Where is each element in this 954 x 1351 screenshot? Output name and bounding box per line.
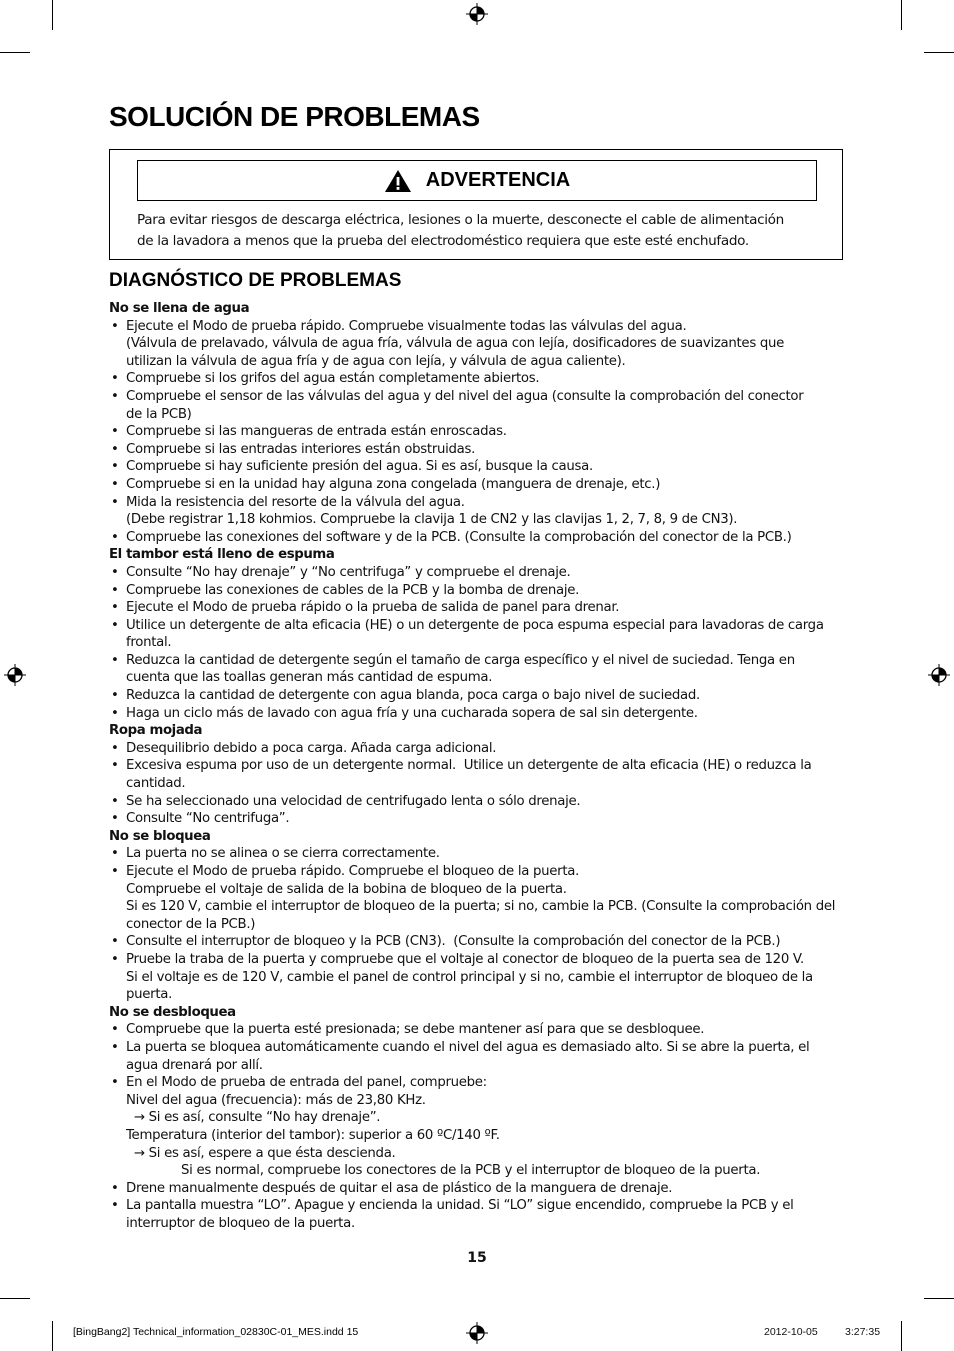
checklist-item-line: • Compruebe las conexiones de cables de la PCB y la bomba de drenaje.: [126, 582, 580, 598]
checklist-item-line: • Consulte “No hay drenaje” y “No centrifuga” y compruebe el drenaje.: [126, 564, 571, 580]
checklist-item-line: agua drenará por allí.: [126, 1057, 263, 1073]
checklist-item-line: • Ejecute el Modo de prueba rápido. Compruebe visualmente todas las válvulas del agua.: [126, 318, 687, 334]
page-number: 15: [467, 1250, 487, 1266]
checklist-item-line: • La puerta no se alinea o se cierra correctamente.: [126, 846, 440, 862]
checklist-item-line: • Consulte “No centrifuga”.: [126, 811, 290, 827]
crop-mark: [924, 52, 954, 53]
checklist-item-line: Compruebe el voltaje de salida de la bobina de bloqueo de la puerta.: [126, 881, 567, 897]
checklist-item: [109, 458, 845, 476]
checklist-item: [109, 757, 845, 792]
checklist-item: [109, 863, 845, 933]
crop-mark: [52, 0, 53, 30]
checklist-item-line: • Compruebe si las mangueras de entrada están enroscadas.: [126, 424, 507, 440]
problem-group-title: No se desbloquea: [109, 1004, 236, 1020]
checklist-item: [109, 1197, 845, 1232]
checklist-item-line: • Compruebe las conexiones del software y de la PCB. (Consulte la comprobación del conector de la PCB.): [126, 529, 792, 545]
checklist-item: [109, 476, 845, 494]
checklist-item: [109, 318, 845, 371]
checklist-item-line: (Debe registrar 1,18 kohmios. Compruebe la clavija 1 de CN2 y las clavijas 1, 2, 7, 8, 9 de CN3).: [126, 512, 738, 528]
crop-mark: [0, 52, 30, 53]
checklist-item-line: • Pruebe la traba de la puerta y compruebe que el voltaje al conector de bloqueo de la puerta sea de 120 V.: [126, 951, 804, 967]
warning-title: ADVERTENCIA: [425, 169, 571, 191]
checklist-item-line: (Válvula de prelavado, válvula de agua fría, válvula de agua con lejía, dosificadores de suavizantes que: [126, 336, 785, 352]
warning-box: [109, 149, 843, 260]
crop-mark: [924, 1298, 954, 1299]
problem-checklist: [109, 564, 845, 722]
problem-checklist: [109, 1021, 845, 1232]
checklist-item: [109, 740, 845, 758]
checklist-item-line: • Compruebe el sensor de las válvulas del agua y del nivel del agua (consulte la comprobación del conector: [126, 388, 804, 404]
checklist-item: [109, 388, 845, 423]
checklist-item: [109, 617, 845, 652]
crop-mark: [52, 1321, 53, 1351]
checklist-item: [109, 1021, 845, 1039]
checklist-item: [109, 370, 845, 388]
checklist-item-line: • Haga un ciclo más de lavado con agua fría y una cucharada sopera de sal sin detergente.: [126, 705, 698, 721]
checklist-item-line: utilizan la válvula de agua fría y de agua con lejía, y válvula de agua caliente).: [126, 353, 626, 369]
crop-mark: [901, 1321, 902, 1351]
checklist-item-line: • Drene manualmente después de quitar el asa de plástico de la manguera de drenaje.: [126, 1180, 673, 1196]
warning-header: [137, 160, 817, 201]
registration-mark-icon: [466, 1322, 488, 1344]
problem-checklist: [109, 845, 845, 1003]
checklist-item-line: → Si es así, consulte “No hay drenaje”.: [126, 1110, 381, 1126]
warning-text-line: Para evitar riesgos de descarga eléctrica, lesiones o la muerte, desconecte el cable de alimentación: [137, 212, 784, 228]
checklist-item: [109, 494, 845, 529]
checklist-item: [109, 687, 845, 705]
checklist-item: [109, 1074, 845, 1180]
checklist-item-line: Temperatura (interior del tambor): superior a 60 ºC/140 ºF.: [126, 1127, 500, 1143]
checklist-item-line: • Ejecute el Modo de prueba rápido o la prueba de salida de panel para drenar.: [126, 600, 620, 616]
crop-mark: [901, 0, 902, 30]
checklist-item-line: cuenta que las toallas generan más cantidad de espuma.: [126, 670, 493, 686]
registration-mark-icon: [928, 664, 950, 686]
checklist-item-line: • Se ha seleccionado una velocidad de centrifugado lenta o sólo drenaje.: [126, 793, 581, 809]
page-title: SOLUCIÓN DE PROBLEMAS: [109, 101, 480, 132]
problem-checklist: [109, 740, 845, 828]
checklist-item-line: • En el Modo de prueba de entrada del panel, compruebe:: [126, 1075, 487, 1091]
checklist-item: [109, 933, 845, 951]
checklist-item-line: • Compruebe si las entradas interiores están obstruidas.: [126, 441, 476, 457]
checklist-item-line: • Utilice un detergente de alta eficacia (HE) o un detergente de poca espuma especial para lavadoras de carga: [126, 617, 824, 633]
checklist-item-line: • Reduzca la cantidad de detergente según el tamaño de carga específico y el nivel de suciedad. Tenga en: [126, 652, 795, 668]
checklist-item-line: puerta.: [126, 987, 173, 1003]
checklist-item: [109, 529, 845, 547]
footer-time: 3:27:35: [845, 1326, 881, 1338]
checklist-item: [109, 951, 845, 1004]
checklist-item: [109, 582, 845, 600]
checklist-item: [109, 1180, 845, 1198]
checklist-item-line: • Mida la resistencia del resorte de la válvula del agua.: [126, 494, 465, 510]
problem-group-title: El tambor está lleno de espuma: [109, 547, 335, 563]
checklist-item-line: Nivel del agua (frecuencia): más de 23,80 KHz.: [126, 1092, 426, 1108]
checklist-item-line: • Compruebe si los grifos del agua están completamente abiertos.: [126, 371, 540, 387]
checklist-item-line: • La puerta se bloquea automáticamente cuando el nivel del agua es demasiado alto. Si se abre la puerta, el: [126, 1039, 810, 1055]
checklist-item-line: Si es 120 V, cambie el interruptor de bloqueo de la puerta; si no, cambie la PCB. (Consulte la comprobación del: [126, 899, 836, 915]
checklist-item-line: → Si es así, espere a que ésta descienda.: [126, 1145, 396, 1161]
problem-group-title: No se llena de agua: [109, 301, 250, 316]
crop-mark: [0, 1298, 30, 1299]
checklist-item: [109, 845, 845, 863]
checklist-item: [109, 1039, 845, 1074]
checklist-item-line: de la PCB): [126, 406, 192, 422]
problem-group-title: No se bloquea: [109, 828, 211, 844]
problem-checklist: [109, 318, 845, 547]
checklist-item: [109, 599, 845, 617]
checklist-item-line: • Desequilibrio debido a poca carga. Añada carga adicional.: [126, 740, 497, 756]
checklist-item-line: cantidad.: [126, 776, 186, 792]
checklist-item-line: • Ejecute el Modo de prueba rápido. Compruebe el bloqueo de la puerta.: [126, 864, 580, 879]
checklist-item: [109, 793, 845, 811]
registration-mark-icon: [466, 3, 488, 25]
checklist-item: [109, 564, 845, 582]
problem-groups: [109, 300, 845, 1232]
diagnosis-section: [109, 268, 845, 1232]
checklist-item-line: • Compruebe que la puerta esté presionada; se debe mantener así para que se desbloquee.: [126, 1022, 705, 1038]
checklist-item-line: • Compruebe si hay suficiente presión del agua. Si es así, busque la causa.: [126, 459, 593, 475]
checklist-item-line: Si es normal, compruebe los conectores de la PCB y el interruptor de bloqueo de la puerta.: [181, 1163, 761, 1179]
checklist-item-line: conector de la PCB.): [126, 916, 256, 932]
checklist-item-line: • Excesiva espuma por uso de un detergente normal. Utilice un detergente de alta eficacia (HE) o reduzca la: [126, 758, 812, 774]
checklist-item-line: interruptor de bloqueo de la puerta.: [126, 1215, 355, 1231]
checklist-item-line: • Consulte el interruptor de bloqueo y la PCB (CN3). (Consulte la comprobación del conector de la PCB.): [126, 934, 781, 950]
checklist-item: [109, 652, 845, 687]
checklist-item-line: • La pantalla muestra “LO”. Apague y encienda la unidad. Si “LO” sigue encendido, compruebe la PCB y el: [126, 1198, 794, 1214]
warning-text: [137, 210, 827, 252]
footer-file-name: [BingBang2] Technical_information_02830C-01_MES.indd 15: [73, 1326, 359, 1338]
checklist-item: [109, 705, 845, 723]
warning-text-line: de la lavadora a menos que la prueba del electrodoméstico requiera que este esté enchufado.: [137, 233, 749, 249]
section-title: DIAGNÓSTICO DE PROBLEMAS: [109, 270, 402, 291]
checklist-item-line: Si el voltaje es de 120 V, cambie el panel de control principal y si no, cambie el interruptor de bloqueo de la: [126, 969, 813, 985]
checklist-item-line: • Compruebe si en la unidad hay alguna zona congelada (manguera de drenaje, etc.): [126, 476, 661, 492]
checklist-item-line: frontal.: [126, 635, 172, 651]
footer-date: 2012-10-05: [764, 1326, 818, 1338]
checklist-item: [109, 441, 845, 459]
problem-group-title: Ropa mojada: [109, 723, 203, 739]
checklist-item: [109, 810, 845, 828]
registration-mark-icon: [4, 664, 26, 686]
warning-triangle-icon: [384, 169, 412, 193]
checklist-item-line: • Reduzca la cantidad de detergente con agua blanda, poca carga o bajo nivel de suciedad.: [126, 688, 700, 704]
checklist-item: [109, 423, 845, 441]
